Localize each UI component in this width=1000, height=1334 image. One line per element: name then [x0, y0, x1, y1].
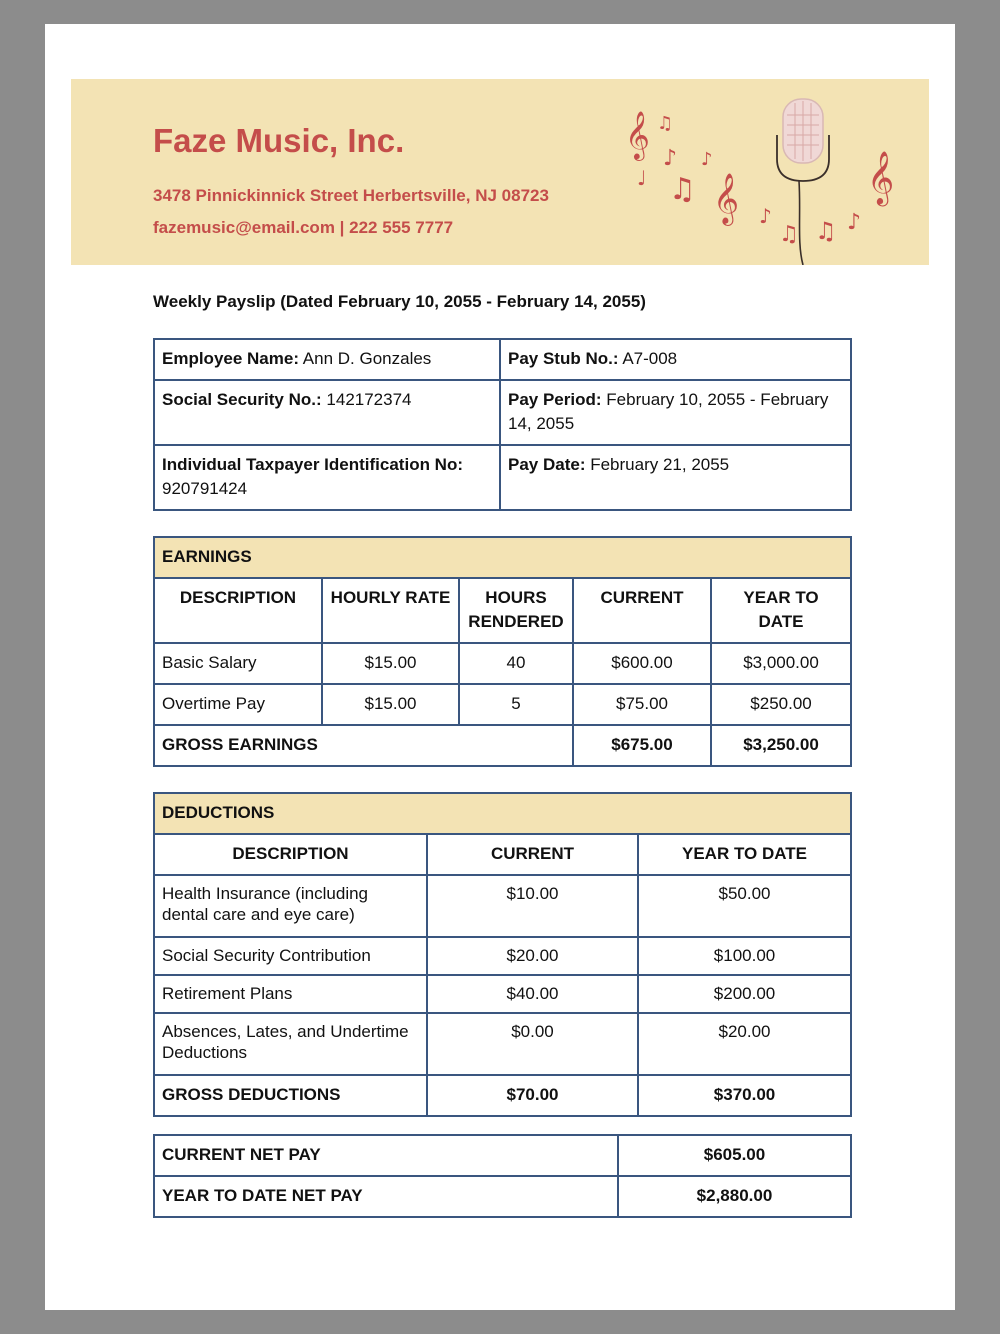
hours-rendered: 40	[459, 643, 573, 684]
pay-stub-cell	[500, 339, 851, 380]
itin-label: Individual Taxpayer Identification No:	[162, 455, 464, 474]
ytd-amount: $200.00	[638, 975, 851, 1013]
hours-rendered: 5	[459, 684, 573, 725]
pay-period-value: February 10, 2055 - February 14, 2055	[508, 390, 829, 433]
ytd-net-pay-label: YEAR TO DATE NET PAY	[154, 1176, 618, 1217]
treble-clef-icon: 𝄞	[625, 110, 650, 159]
gross-earnings-label: GROSS EARNINGS	[154, 725, 573, 766]
table-row	[154, 445, 851, 510]
itin-value: 920791424	[162, 479, 248, 498]
deductions-section-header	[154, 793, 851, 834]
music-note-icon: ♫	[669, 172, 696, 207]
deduction-description: Absences, Lates, and Undertime Deductions	[154, 1013, 427, 1075]
payslip-page	[45, 24, 955, 1310]
ssn-value: 142172374	[326, 390, 412, 409]
gross-earnings-current: $675.00	[573, 725, 711, 766]
employee-name: Ann D. Gonzales	[302, 349, 432, 368]
earnings-table	[153, 536, 852, 767]
ytd-amount: $100.00	[638, 937, 851, 975]
ytd-net-pay-row	[154, 1176, 851, 1217]
column-header: HOURLY RATE	[322, 578, 459, 643]
gross-earnings-row	[154, 725, 851, 766]
ytd-amount: $3,000.00	[711, 643, 851, 684]
current-amount: $0.00	[427, 1013, 638, 1075]
column-header: CURRENT	[427, 834, 638, 875]
current-amount: $75.00	[573, 684, 711, 725]
microphone-icon	[777, 99, 829, 181]
music-note-icon: ♫	[657, 113, 674, 134]
deduction-description: Retirement Plans	[154, 975, 427, 1013]
company-address: 3478 Pinnickinnick Street Herbertsville, NJ 08723	[153, 186, 549, 205]
earnings-title: EARNINGS	[154, 537, 851, 578]
earnings-section-header	[154, 537, 851, 578]
itin-cell	[154, 445, 500, 510]
deduction-description: Social Security Contribution	[154, 937, 427, 975]
deductions-column-headers	[154, 834, 851, 875]
earning-description: Overtime Pay	[154, 684, 322, 725]
hourly-rate: $15.00	[322, 684, 459, 725]
pay-period-cell	[500, 380, 851, 445]
ssn-label: Social Security No.:	[162, 390, 322, 409]
music-note-icon: ♪	[701, 149, 713, 170]
table-row	[154, 937, 851, 975]
table-row	[154, 1013, 851, 1075]
music-note-icon: ♪	[663, 146, 678, 171]
pay-date-value: February 21, 2055	[590, 455, 730, 474]
table-row	[154, 339, 851, 380]
column-header: CURRENT	[573, 578, 711, 643]
ytd-net-pay-value: $2,880.00	[618, 1176, 851, 1217]
table-row	[154, 684, 851, 725]
ssn-cell	[154, 380, 500, 445]
payslip-title: Weekly Payslip (Dated February 10, 2055 - February 14, 2055)	[153, 292, 646, 311]
pay-period-label: Pay Period:	[508, 390, 602, 409]
current-amount: $600.00	[573, 643, 711, 684]
music-note-icon: ♩	[637, 166, 647, 190]
gross-deductions-label: GROSS DEDUCTIONS	[154, 1075, 427, 1116]
gross-deductions-current: $70.00	[427, 1075, 638, 1116]
pay-date-label: Pay Date:	[508, 455, 586, 474]
current-net-pay-value: $605.00	[618, 1135, 851, 1176]
header-banner	[71, 79, 929, 265]
treble-clef-icon: 𝄞	[713, 173, 740, 224]
column-header: YEAR TO DATE	[638, 834, 851, 875]
pay-stub-label: Pay Stub No.:	[508, 349, 619, 368]
current-net-pay-row	[154, 1135, 851, 1176]
ytd-amount: $250.00	[711, 684, 851, 725]
music-note-icon: ♪	[847, 210, 862, 235]
column-header: DESCRIPTION	[154, 834, 427, 875]
company-contact: fazemusic@email.com | 222 555 7777	[153, 218, 454, 237]
current-net-pay-label: CURRENT NET PAY	[154, 1135, 618, 1176]
deductions-table	[153, 792, 852, 1117]
gross-deductions-row	[154, 1075, 851, 1116]
column-header: DESCRIPTION	[154, 578, 322, 643]
table-row	[154, 875, 851, 937]
deduction-description: Health Insurance (including dental care and eye care)	[154, 875, 427, 937]
table-row	[154, 643, 851, 684]
table-row	[154, 975, 851, 1013]
hourly-rate: $15.00	[322, 643, 459, 684]
pay-date-cell	[500, 445, 851, 510]
table-row	[154, 380, 851, 445]
treble-clef-icon: 𝄞	[867, 150, 895, 204]
music-note-icon: ♪	[759, 204, 772, 228]
current-amount: $10.00	[427, 875, 638, 937]
current-amount: $20.00	[427, 937, 638, 975]
pay-stub-number: A7-008	[622, 349, 678, 368]
column-header: YEAR TO DATE	[711, 578, 851, 643]
employee-info-table	[153, 338, 852, 511]
employee-name-cell	[154, 339, 500, 380]
deductions-title: DEDUCTIONS	[154, 793, 851, 834]
column-header: HOURS RENDERED	[459, 578, 573, 643]
net-pay-table	[153, 1134, 852, 1218]
employee-name-label: Employee Name:	[162, 349, 299, 368]
ytd-amount: $20.00	[638, 1013, 851, 1075]
company-name: Faze Music, Inc.	[153, 122, 405, 159]
gross-deductions-ytd: $370.00	[638, 1075, 851, 1116]
music-decoration	[619, 93, 919, 265]
earning-description: Basic Salary	[154, 643, 322, 684]
music-note-icon: ♫	[779, 222, 799, 247]
ytd-amount: $50.00	[638, 875, 851, 937]
earnings-column-headers	[154, 578, 851, 643]
microphone-cable	[799, 181, 803, 265]
current-amount: $40.00	[427, 975, 638, 1013]
gross-earnings-ytd: $3,250.00	[711, 725, 851, 766]
music-note-icon: ♫	[815, 217, 837, 245]
